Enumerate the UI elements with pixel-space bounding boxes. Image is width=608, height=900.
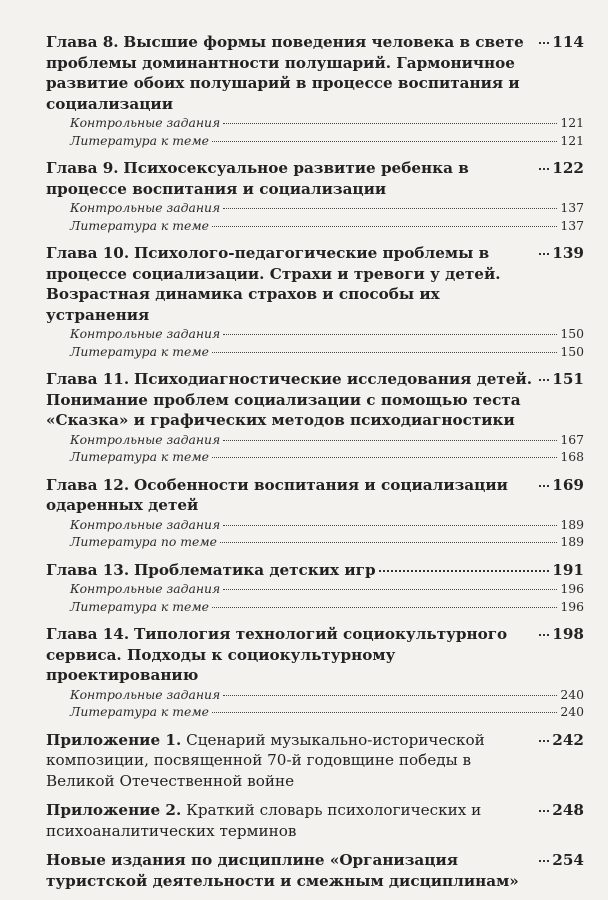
- page-number: 139: [552, 244, 584, 262]
- toc-subentry-label: Литература к теме: [70, 704, 209, 719]
- toc-entry-title: [46, 800, 584, 841]
- toc-entry-text: [46, 475, 536, 516]
- page-number: 150: [560, 326, 584, 341]
- toc-entry-heading: Психолого-педагогические проблемы в процессе социализации. Страхи и тревоги у детей. Возрастная динамика страхов и способы их устранения: [46, 244, 501, 324]
- toc-entry-text: [46, 800, 536, 841]
- toc-entry[interactable]: [46, 475, 584, 551]
- page-number: 248: [552, 801, 584, 819]
- dot-leader: [223, 589, 557, 590]
- dot-leader: [223, 695, 557, 696]
- toc-subentry[interactable]: [46, 598, 584, 616]
- toc-entry-text: [46, 32, 536, 114]
- page-number: 169: [552, 475, 584, 494]
- page-number: 240: [560, 704, 584, 719]
- toc-subentry[interactable]: [46, 686, 584, 704]
- toc-entry-heading: Высшие формы поведения человека в свете проблемы доминантности полушарий. Гармоничное развитие обоих полушарий в процессе воспитания и социализации: [46, 33, 524, 113]
- toc-entry-title: [46, 475, 584, 516]
- toc-entry-heading: Сценарий музыкально-исторической композиции, посвященной 70-й годовщине победы в Великой Отечественной войне: [46, 730, 485, 790]
- page-number: 198: [552, 625, 584, 643]
- page-number: 137: [560, 200, 584, 215]
- toc-subentry[interactable]: [46, 132, 584, 150]
- toc-subentry-label: Контрольные задания: [70, 326, 221, 341]
- toc-entry[interactable]: [46, 560, 584, 616]
- page-number: 196: [560, 581, 584, 596]
- page-number: 121: [560, 132, 584, 148]
- page-number: 191: [552, 560, 584, 579]
- toc-entry-title: [46, 560, 584, 581]
- toc-subentry[interactable]: [46, 199, 584, 217]
- toc-subentry[interactable]: [46, 343, 584, 361]
- toc-entry-lead: Приложение 1.: [46, 730, 182, 749]
- toc-entry-text: [46, 730, 536, 792]
- toc-entry[interactable]: [46, 800, 584, 841]
- toc-entry-heading: Проблематика детских игр: [133, 560, 376, 579]
- dot-leader: [212, 457, 557, 458]
- page-number: 242: [552, 730, 584, 749]
- page-number: 121: [560, 115, 584, 130]
- dot-leader: [220, 542, 557, 543]
- page-number: 189: [560, 534, 584, 549]
- page-number: 151: [552, 370, 584, 388]
- dot-leader: [539, 253, 549, 255]
- toc-entry-lead: Глава 12.: [46, 475, 130, 494]
- toc-entry-lead: Глава 14.: [46, 625, 130, 643]
- dot-leader: [212, 141, 557, 142]
- toc-subentry-label: Контрольные задания: [70, 200, 221, 215]
- toc-entry-title: [46, 624, 584, 686]
- dot-leader: [212, 712, 557, 713]
- toc-entry-title: [46, 369, 584, 431]
- toc-subentry-label: Литература к теме: [70, 598, 209, 614]
- toc-entry[interactable]: [46, 32, 584, 149]
- dot-leader: [223, 334, 557, 335]
- toc-subentry-label: Литература к теме: [70, 343, 209, 359]
- toc-entry[interactable]: [46, 243, 584, 360]
- toc-entry-text: [46, 243, 536, 325]
- page-number: 196: [560, 598, 584, 614]
- toc-subentry-label: Литература к теме: [70, 449, 209, 464]
- toc-entry-title: [46, 32, 584, 114]
- toc-entry-lead: Глава 9.: [46, 159, 119, 177]
- toc-entry-lead: Глава 11.: [46, 370, 130, 388]
- dot-leader: [539, 485, 549, 487]
- toc-entry-lead: Приложение 2.: [46, 801, 182, 819]
- toc-entry-title: [46, 158, 584, 199]
- toc-entry[interactable]: [46, 850, 584, 891]
- page-number: 189: [560, 516, 584, 532]
- page-number: 114: [552, 33, 584, 51]
- toc-entry-text: [46, 560, 376, 581]
- dot-leader: [539, 740, 549, 742]
- toc-subentry-label: Контрольные задания: [70, 431, 221, 447]
- toc-entry-heading: Краткий словарь психологических и психоаналитических терминов: [46, 801, 482, 840]
- toc-entry-heading: Типология технологий социокультурного сервиса. Подходы к социокультурному проектированию: [46, 625, 508, 684]
- dot-leader: [379, 570, 550, 572]
- dot-leader: [539, 42, 549, 44]
- toc-subentry[interactable]: [46, 431, 584, 449]
- toc-entry-heading: Новые издания по дисциплине «Организация туристской деятельности и смежным дисциплинам»: [46, 851, 519, 890]
- toc-subentry-label: Контрольные задания: [70, 516, 221, 532]
- dot-leader: [223, 123, 557, 124]
- toc-entry-lead: Глава 8.: [46, 33, 119, 51]
- toc-entry-title: [46, 850, 584, 891]
- toc-entry-heading: Психосексуальное развитие ребенка в процессе воспитания и социализации: [46, 159, 469, 198]
- toc-subentry-label: Контрольные задания: [70, 581, 221, 596]
- toc-subentry-label: Контрольные задания: [70, 115, 221, 130]
- toc-subentry[interactable]: [46, 703, 584, 721]
- page-number: 150: [560, 343, 584, 359]
- toc-subentry[interactable]: [46, 114, 584, 132]
- toc-entry[interactable]: [46, 369, 584, 466]
- toc-entry-text: [46, 369, 536, 431]
- toc-subentry-label: Литература по теме: [70, 534, 217, 549]
- dot-leader: [212, 352, 557, 353]
- toc-subentry[interactable]: [46, 580, 584, 598]
- page-number: 168: [560, 449, 584, 464]
- toc-subentry[interactable]: [46, 533, 584, 551]
- dot-leader: [212, 607, 557, 608]
- toc-entry-text: [46, 624, 536, 686]
- toc-entry[interactable]: [46, 158, 584, 234]
- toc-entry-heading: Психодиагностические исследования детей. Понимание проблем социализации с помощью теста «Сказка» и графических методов психодиагностики: [46, 370, 532, 429]
- page-number: 137: [560, 217, 584, 233]
- page-number: 240: [560, 686, 584, 702]
- table-of-contents: [46, 32, 584, 900]
- page-number: 254: [552, 851, 584, 869]
- dot-leader: [539, 168, 549, 170]
- toc-subentry-label: Литература к теме: [70, 132, 209, 148]
- toc-subentry-label: Контрольные задания: [70, 686, 221, 702]
- dot-leader: [539, 860, 549, 862]
- dot-leader: [223, 525, 557, 526]
- toc-subentry[interactable]: [46, 448, 584, 466]
- page-number: 122: [552, 159, 584, 177]
- toc-entry-heading: Особенности воспитания и социализации одаренных детей: [46, 475, 508, 514]
- toc-subentry[interactable]: [46, 516, 584, 534]
- page-number: 167: [560, 431, 584, 447]
- toc-subentry[interactable]: [46, 325, 584, 343]
- toc-entry-lead: Глава 10.: [46, 244, 130, 262]
- toc-entry-title: [46, 243, 584, 325]
- toc-subentry-label: Литература к теме: [70, 217, 209, 233]
- toc-subentry[interactable]: [46, 217, 584, 235]
- toc-entry-lead: Глава 13.: [46, 560, 130, 579]
- toc-entry-text: [46, 850, 536, 891]
- dot-leader: [212, 226, 557, 227]
- dot-leader: [539, 634, 549, 636]
- toc-entry-title: [46, 730, 584, 792]
- toc-entry-text: [46, 158, 536, 199]
- dot-leader: [223, 440, 557, 441]
- toc-entry[interactable]: [46, 730, 584, 792]
- dot-leader: [223, 208, 557, 209]
- dot-leader: [539, 379, 549, 381]
- toc-entry[interactable]: [46, 624, 584, 721]
- dot-leader: [539, 810, 549, 812]
